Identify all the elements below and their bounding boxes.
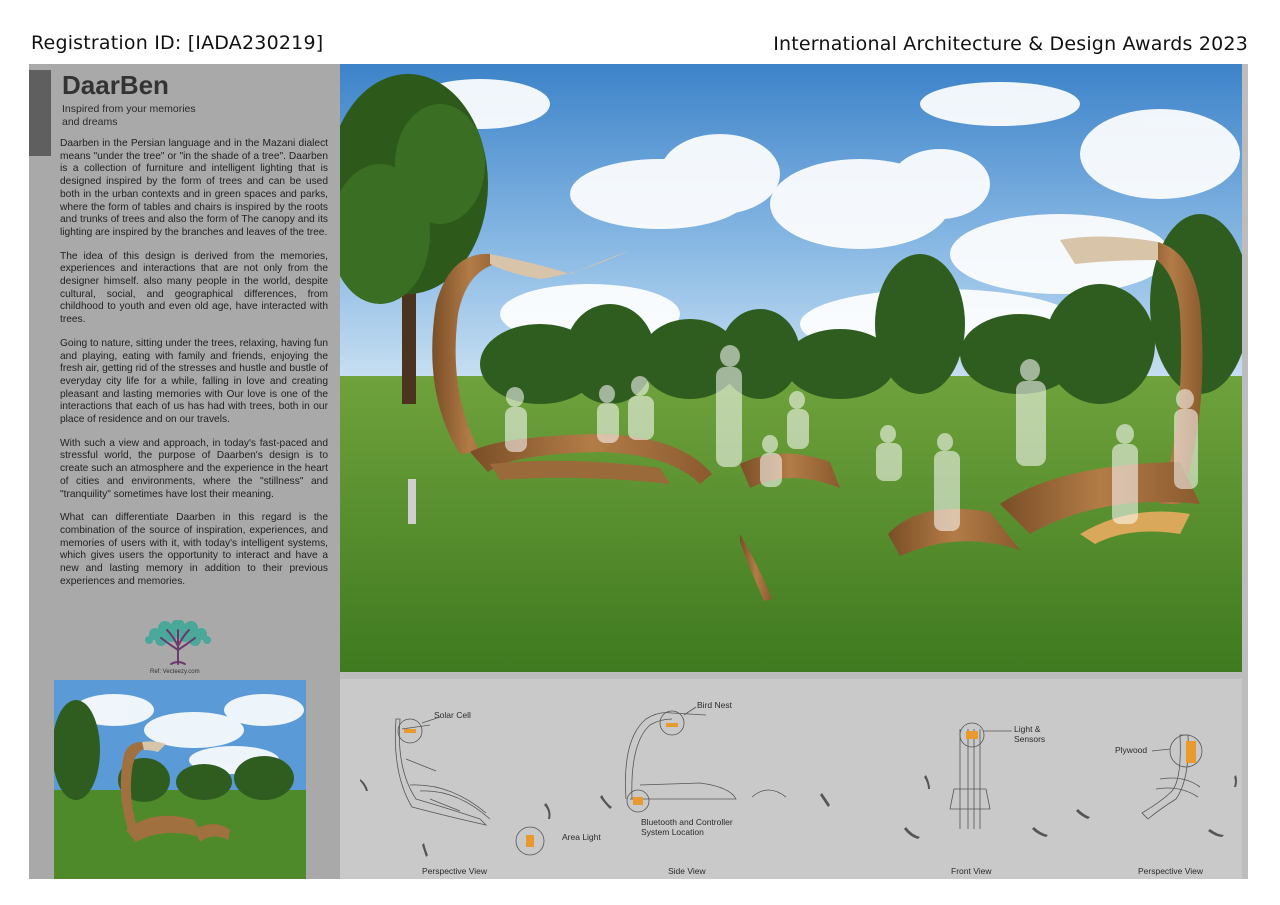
view-label-front: Front View: [951, 866, 992, 876]
view-label-perspective-2: Perspective View: [1138, 866, 1204, 876]
image-reference: Ref: Vecteezy.com: [150, 669, 200, 675]
paragraph-4: With such a view and approach, in today's fast-paced and stressful world, the purpose of Daarben's design is to create such an atmosphere and the experience in the heart of cities and environments, where the "stillness" and "tranquility" sometimes have lost their meaning.: [60, 437, 328, 500]
paragraph-3: Going to nature, sitting under the trees, relaxing, having fun and playing, eating with family and friends, enjoying the fresh air, getting rid of the stresses and hustle and bustle of everyday city life for a while, falling in love and creating pleasant and lasting memories with Our love is one of the interactions that each of us has had with trees, both in our place of residence and on our travels.: [60, 337, 328, 426]
paragraph-5: What can differentiate Daarben in this regard is the combination of the source of inspiration, experiences, and memories of users with it, with today's intelligent systems, which gives users the opportunity to interact and have a new and lasting memory in addition to their previous experiences and memories.: [60, 512, 328, 587]
project-subtitle: Inspired from your memories and dreams: [62, 103, 196, 128]
title-accent-bar: [29, 70, 51, 156]
view-label-perspective-1: Perspective View: [422, 866, 488, 876]
award-title: International Architecture & Design Awards 2023: [773, 33, 1248, 55]
label-bird-nest: Bird Nest: [697, 700, 732, 710]
paragraph-2: The idea of this design is derived from the memories, experiences and interactions that are not only from the designer himself. also many people in the world, despite cultural, social, and geographical differences, from childhood to youth and even old age, have interacted with trees.: [60, 250, 328, 326]
project-description: [60, 138, 328, 600]
label-plywood: Plywood: [1115, 745, 1148, 755]
hero-render-image: [340, 64, 1242, 672]
label-solar-cell: Solar Cell: [434, 710, 471, 720]
thumbnail-render-image: [54, 680, 306, 879]
technical-drawings: [340, 679, 1242, 879]
project-title: DaarBen: [62, 70, 169, 100]
label-bluetooth-controller: Bluetooth and Controller System Location: [641, 817, 733, 837]
label-light-sensors: Light & Sensors: [1014, 724, 1046, 744]
label-area-light: Area Light: [562, 832, 601, 842]
tree-logo-icon: [141, 620, 215, 666]
paragraph-1: Daarben in the Persian language and in the Mazani dialect means "under the tree" or "in the shade of a tree". Daarben is a collection of furniture and intelligent lighting that is designed inspired by the form of trees and can be used both in the urban contexts and in green spaces and parks, where the form of tables and chairs is inspired by the roots and trunks of trees and also the form of The canopy and its lighting are inspired by the branches and leaves of the tree.: [60, 138, 328, 238]
registration-id: Registration ID: [IADA230219]: [31, 32, 324, 54]
view-label-side: Side View: [668, 866, 706, 876]
